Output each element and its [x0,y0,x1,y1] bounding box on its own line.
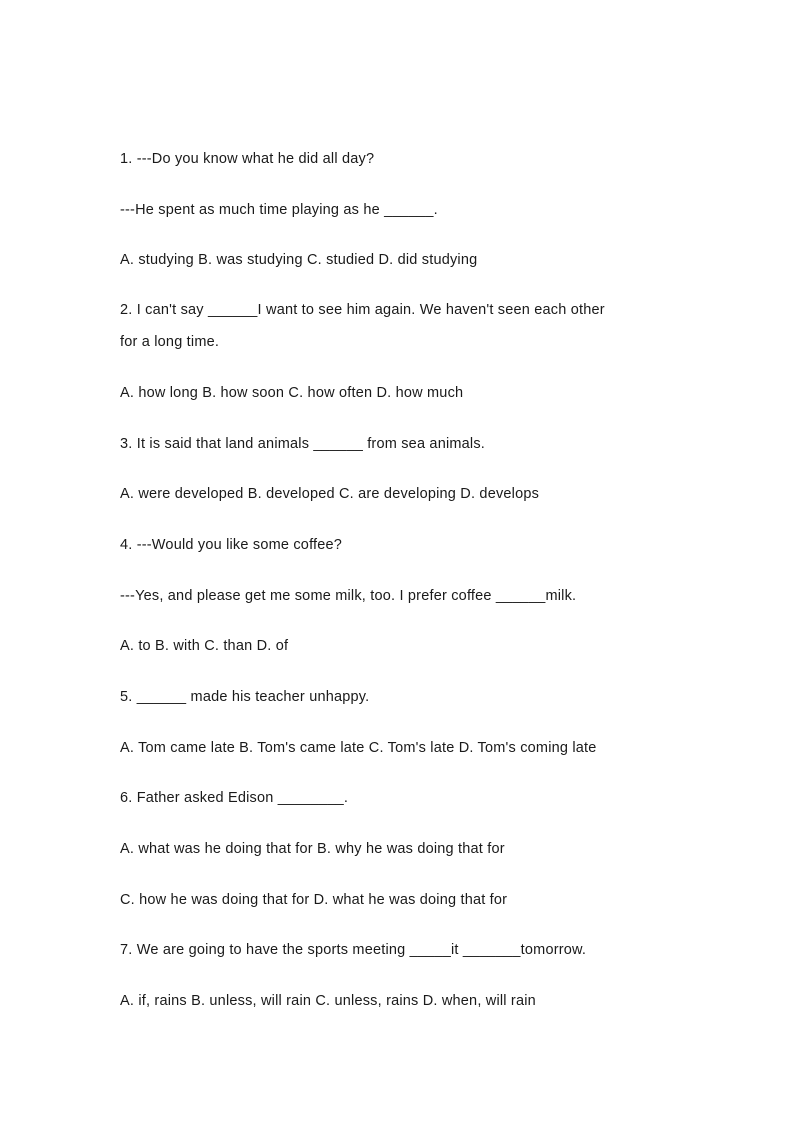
question-3-prompt: 3. It is said that land animals ______ from sea animals. [120,436,486,452]
question-4-response: ---Yes, and please get me some milk, too. I prefer coffee ______milk. [120,588,577,604]
question-4-prompt: 4. ---Would you like some coffee? [120,537,343,553]
question-1-options: A. studying B. was studying C. studied D. did studying [120,252,478,268]
question-2-prompt: 2. I can't say ______I want to see him again. We haven't seen each other [120,302,605,318]
question-7-prompt: 7. We are going to have the sports meeting _____it _______tomorrow. [120,942,587,958]
question-7-options: A. if, rains B. unless, will rain C. unless, rains D. when, will rain [120,993,536,1009]
question-2-prompt-continued: for a long time. [120,334,220,350]
question-5-options: A. Tom came late B. Tom's came late C. Tom's late D. Tom's coming late [120,740,597,756]
question-5-prompt: 5. ______ made his teacher unhappy. [120,689,370,705]
question-1-prompt: 1. ---Do you know what he did all day? [120,151,375,167]
question-6-options-ab: A. what was he doing that for B. why he was doing that for [120,841,505,857]
question-6-prompt: 6. Father asked Edison ________. [120,790,349,806]
question-6-options-cd: C. how he was doing that for D. what he was doing that for [120,892,508,908]
question-1-response: ---He spent as much time playing as he ______. [120,202,438,218]
question-4-options: A. to B. with C. than D. of [120,638,289,654]
question-2-options: A. how long B. how soon C. how often D. how much [120,385,464,401]
question-3-options: A. were developed B. developed C. are developing D. develops [120,486,540,502]
